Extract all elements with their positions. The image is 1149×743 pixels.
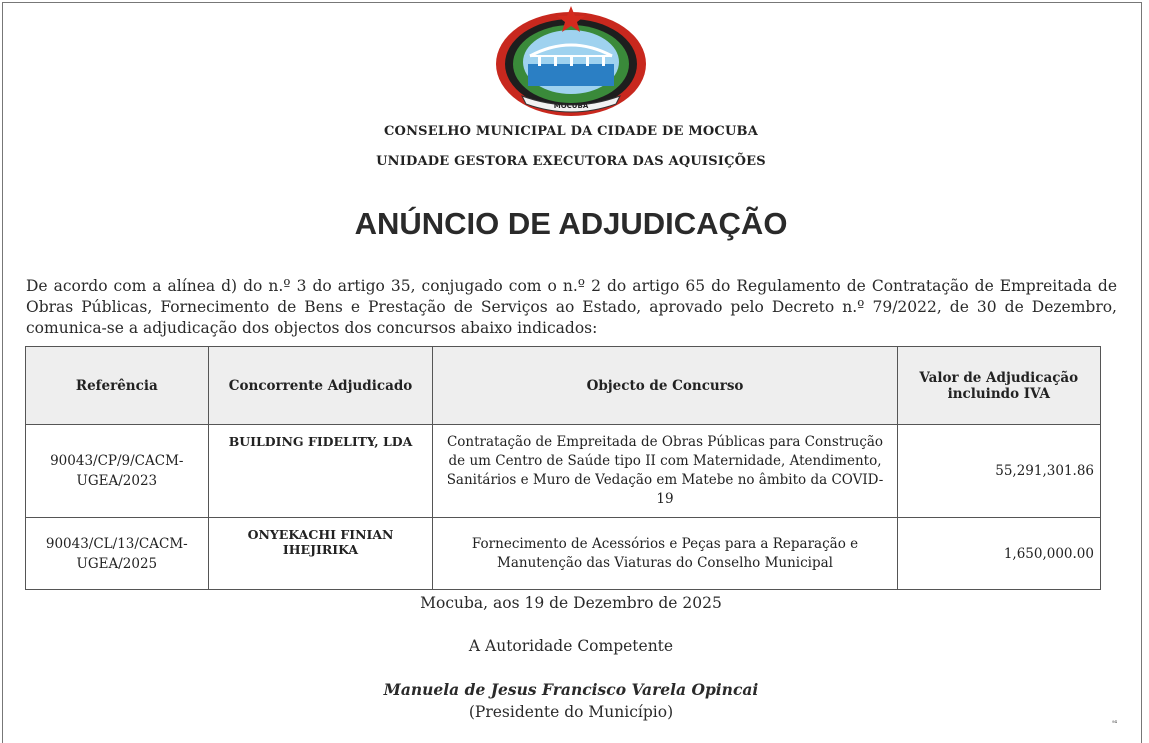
cell-value: 1,650,000.00 bbox=[897, 518, 1100, 590]
signer-name: Manuela de Jesus Francisco Varela Opincai bbox=[383, 680, 759, 699]
table-header-row bbox=[26, 347, 1101, 425]
intro-paragraph: De acordo com a alínea d) do n.º 3 do artigo 35, conjugado com o n.º 2 do artigo 65 do Regulamento de Contratação de Empreitada de Obras Públicas, Fornecimento de Bens e Prestação de Serviços ao Estado, aprovado pelo Decreto n.º 79/2022, de 30 de Dezembro, comunica-se a adjudicação dos objectos dos concursos abaixo indicados: bbox=[26, 277, 1117, 337]
table-row bbox=[26, 425, 1101, 518]
signer-role: (Presidente do Município) bbox=[468, 703, 674, 721]
municipal-emblem bbox=[492, 4, 650, 116]
cell-value: 55,291,301.86 bbox=[897, 425, 1100, 518]
page-title: ANÚNCIO DE ADJUDICAÇÃO bbox=[354, 206, 788, 241]
emblem-banner-text: MOCUBA bbox=[553, 102, 589, 110]
award-table bbox=[25, 346, 1101, 590]
cell-object: Fornecimento de Acessórios e Peças para a Reparação e Manutenção das Viaturas do Conselho Municipal bbox=[433, 518, 897, 590]
header-value: Valor de Adjudicação incluindo IVA bbox=[897, 347, 1100, 425]
cell-supplier: ONYEKACHI FINIAN IHEJIRIKA bbox=[208, 518, 433, 590]
header-object: Objecto de Concurso bbox=[433, 347, 897, 425]
unit-name: UNIDADE GESTORA EXECUTORA DAS AQUISIÇÕES bbox=[376, 154, 766, 169]
cell-reference: 90043/CL/13/CACM-UGEA/2025 bbox=[26, 518, 209, 590]
cell-reference: 90043/CP/9/CACM-UGEA/2023 bbox=[26, 425, 209, 518]
cell-supplier: BUILDING FIDELITY, LDA bbox=[208, 425, 433, 518]
header-reference: Referência bbox=[26, 347, 209, 425]
header-supplier: Concorrente Adjudicado bbox=[208, 347, 433, 425]
table-row bbox=[26, 518, 1101, 590]
organization-name: CONSELHO MUNICIPAL DA CIDADE DE MOCUBA bbox=[384, 124, 758, 139]
page-number: 94 bbox=[1112, 719, 1118, 724]
cell-object: Contratação de Empreitada de Obras Públicas para Construção de um Centro de Saúde tipo II com Maternidade, Atendimento, Sanitários e Muro de Vedação em Matebe no âmbito da COVID-19 bbox=[433, 425, 897, 518]
place-date: Mocuba, aos 19 de Dezembro de 2025 bbox=[420, 594, 722, 612]
authority-label: A Autoridade Competente bbox=[468, 637, 674, 655]
